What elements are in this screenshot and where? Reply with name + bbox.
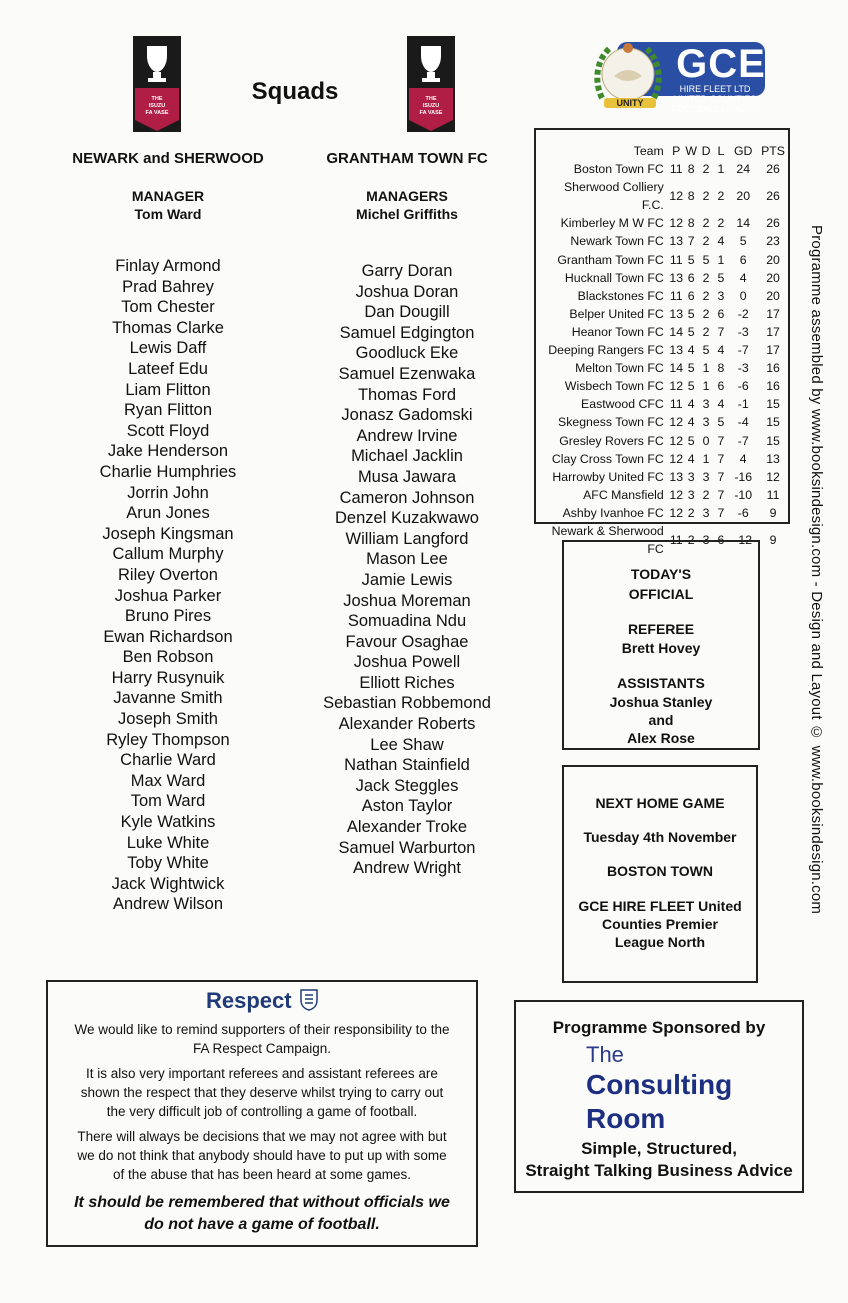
player-name: Lee Shaw [370,735,444,754]
stat-cell: 17 [766,343,780,358]
stat-cell: 7 [687,234,695,249]
stat-cell: 12 [669,505,684,520]
player-name: Joshua Moreman [343,591,471,610]
officials-box [562,540,760,750]
stat-cell: 5 [687,324,695,339]
respect-box [46,980,478,1247]
player-name: Jack Steggles [355,776,459,795]
stat-cell: 4 [739,270,747,285]
logo-subtitle [660,84,770,114]
stat-cell: 13 [669,234,684,249]
team-name-cell: Skegness Town FC [558,415,664,430]
stat-cell: 12 [669,216,684,231]
stat-cell: 6 [739,252,747,267]
stat-cell: -6 [737,505,749,520]
table-row [539,432,788,450]
stat-cell: 14 [736,216,751,231]
player-name: Garry Doran [361,262,453,280]
stat-cell: -12 [734,533,753,548]
player-name: Dan Dougill [364,303,450,322]
team-name-cell: Grantham Town FC [557,252,664,267]
table-row [539,450,788,468]
table-row [539,287,788,305]
stat-cell: -7 [737,343,749,358]
stat-cell: 5 [687,433,695,448]
stat-cell: 2 [702,270,710,285]
player-name: Nathan Stainfield [344,756,470,775]
respect-p1-line2: FA Respect Campaign. [192,1041,332,1056]
table-row [539,377,788,395]
column-header: W [685,144,697,158]
stat-cell: 2 [717,189,725,204]
stat-cell: 20 [766,270,780,285]
assistant-1: Joshua Stanley [609,694,713,710]
stat-cell: 15 [766,433,780,448]
stat-cell: 12 [669,415,684,430]
player-name: William Langford [345,529,469,548]
next-game-label: NEXT HOME GAME [595,795,725,811]
stat-cell: 24 [736,162,751,177]
stat-cell: 1 [717,162,725,177]
team-name-cell: Boston Town FC [573,162,664,177]
stat-cell: 14 [669,324,684,339]
player-name: Andrew Irvine [356,426,458,445]
stat-cell: 17 [766,324,780,339]
player-name: Denzel Kuzakwawo [335,509,479,528]
stat-cell: 1 [702,451,710,466]
stat-cell: 9 [769,533,777,548]
fa-vase-badge-right [407,36,455,132]
team-name-cell: Harrowby United FC [552,469,664,484]
stat-cell: 5 [702,252,710,267]
column-header: P [672,144,681,158]
stat-cell: 5 [702,343,710,358]
next-game-league-1: GCE HIRE FLEET United [578,898,742,914]
home-team-name: NEWARK and SHERWOOD [72,150,264,167]
respect-title: Respect [205,988,292,1013]
sponsor-tagline-2: Straight Talking Business Advice [525,1161,793,1180]
assistants-label: ASSISTANTS [617,675,705,691]
player-name: Scott Floyd [126,421,210,440]
player-name: Charlie Ward [120,751,216,770]
logo-line2: UNITED COUNTIES [673,94,757,104]
player-name: Luke White [126,833,210,852]
stat-cell: 5 [687,379,695,394]
player-name: Tom Chester [121,298,215,317]
respect-p3-line3: of the abuse that has been heard at some games. [113,1167,411,1182]
player-name: Javanne Smith [113,689,223,708]
stat-cell: 11 [669,533,683,548]
stat-cell: 8 [687,162,695,177]
stat-cell: 12 [669,433,684,448]
league-table [539,142,788,558]
column-header: PTS [761,144,785,158]
stat-cell: 8 [717,361,725,376]
player-name: Riley Overton [118,565,218,584]
stat-cell: 2 [687,533,695,548]
sponsor-the: The [586,1042,624,1067]
player-name: Alexander Troke [346,818,468,837]
stat-cell: 14 [669,361,684,376]
player-name: Mason Lee [366,550,448,569]
stat-cell: 11 [669,288,683,303]
stat-cell: 4 [687,397,695,412]
home-manager-name: Tom Ward [134,206,202,222]
player-name: Jonasz Gadomski [341,406,473,425]
stat-cell: 12 [669,379,684,394]
team-name-cell: Blackstones FC [577,288,664,303]
table-row [539,341,788,359]
team-name-cell: Deeping Rangers FC [548,343,664,358]
next-game-league-2: Counties Premier [602,916,718,932]
column-header: Team [633,144,664,158]
stat-cell: 15 [766,397,780,412]
stat-cell: 7 [717,433,725,448]
player-name: Samuel Warburton [338,838,476,857]
player-name: Joshua Doran [355,282,459,301]
league-table-header [539,142,788,160]
stat-cell: 4 [717,234,725,249]
respect-paragraph-2 [48,1064,476,1121]
team-name-cell: Clay Cross Town FC [551,451,664,466]
player-name: Ryan Flitton [123,401,213,420]
away-team-name: GRANTHAM TOWN FC [326,150,488,167]
league-table-box [534,128,790,557]
respect-p3-line1: There will always be decisions that we may not agree with but [77,1129,447,1144]
respect-p2-line2: shown the respect that they deserve whilst trying to carry out [80,1085,444,1100]
stat-cell: 8 [687,189,695,204]
table-row [539,468,788,486]
player-name: Alexander Roberts [338,715,476,734]
player-name: Cameron Johnson [339,488,475,507]
table-row [539,359,788,377]
stat-cell: -4 [737,415,749,430]
stat-cell: 7 [717,324,725,339]
team-name-cell: Ashby Ivanhoe FC [562,505,664,520]
team-name-cell: AFC Mansfield [583,487,664,502]
stat-cell: 4 [687,451,695,466]
stat-cell: 26 [766,189,780,204]
stat-cell: 20 [766,288,780,303]
stat-cell: 26 [766,216,780,231]
logo-brand: GCE [676,42,766,86]
player-name: Thomas Ford [357,385,457,404]
player-name: Samuel Ezenwaka [338,364,476,383]
player-name: Michael Jacklin [351,447,463,466]
player-name: Andrew Wilson [112,895,224,914]
stat-cell: -3 [737,324,749,339]
sponsor-box [514,1000,804,1193]
team-name-cell: Heanor Town FC [571,324,664,339]
stat-cell: 6 [717,379,725,394]
stat-cell: 4 [739,451,747,466]
stat-cell: -3 [737,361,749,376]
stat-cell: 5 [717,270,725,285]
player-name: Joseph Smith [118,710,218,729]
stat-cell: 5 [687,252,695,267]
player-name: Charlie Humphries [99,462,237,481]
table-row [539,504,788,522]
stat-cell: 16 [766,361,780,376]
page-title: Squads [251,78,339,105]
player-name: Thomas Clarke [112,318,224,337]
stat-cell: 2 [702,189,710,204]
stat-cell: 12 [766,469,780,484]
team-name-cell: Sherwood Colliery F.C. [563,180,664,213]
stat-cell: 15 [766,415,780,430]
stat-cell: 13 [669,343,684,358]
respect-emphasis [48,1192,476,1236]
sponsor-name-1: Consulting [586,1069,733,1100]
table-row [539,486,788,504]
stat-cell: -2 [737,306,749,321]
badge-line3: FA VASE [419,110,443,116]
next-game-date: Tuesday 4th November [583,829,737,845]
badge-line1: THE [151,96,163,102]
team-name-cell: Belper United FC [569,306,664,321]
team-name-cell: Kimberley M W FC [560,216,664,231]
table-row [539,413,788,431]
stat-cell: 1 [702,361,710,376]
stat-cell: 2 [702,234,710,249]
stat-cell: 11 [669,162,683,177]
referee-name: Brett Hovey [621,640,701,656]
column-header: GD [733,144,753,158]
player-name: Favour Osaghae [345,632,469,651]
logo-ribbon: UNITY [604,98,656,108]
stat-cell: 6 [717,533,725,548]
stat-cell: -7 [737,433,749,448]
player-name: Jake Henderson [107,442,229,461]
player-name: Ben Robson [122,648,214,667]
stat-cell: 3 [687,469,695,484]
stat-cell: 11 [669,397,683,412]
respect-paragraph-1 [48,1020,476,1058]
fa-crest-icon [300,989,318,1011]
stat-cell: -6 [737,379,749,394]
sponsor-heading: Programme Sponsored by [552,1018,766,1037]
badge-line2: ISUZU [148,103,166,109]
player-name: Jorrin John [127,483,209,502]
player-name: Sebastian Robbemond [323,694,491,713]
column-header: D [701,144,711,158]
player-name: Arun Jones [126,504,210,523]
stat-cell: 3 [702,415,710,430]
stat-cell: 23 [766,234,780,249]
stat-cell: 13 [669,306,684,321]
player-name: Aston Taylor [361,797,453,816]
stat-cell: 12 [669,487,684,502]
home-manager-label: MANAGER [131,188,205,204]
stat-cell: 1 [702,379,710,394]
stat-cell: 2 [717,216,725,231]
stat-cell: 7 [717,505,725,520]
stat-cell: 3 [717,288,725,303]
table-row [539,305,788,323]
away-manager-name: Michel Griffiths [356,206,458,222]
stat-cell: 1 [717,252,725,267]
stat-cell: 11 [766,487,780,502]
stat-cell: 13 [766,451,780,466]
design-credit: Programme assembled by www.booksindesign.com - Design and Layout © www.booksindesign.com [808,225,825,915]
team-name-cell: Eastwood CFC [581,397,664,412]
stat-cell: 4 [717,397,725,412]
player-name: Joshua Powell [353,653,461,672]
player-name: Samuel Edgington [339,323,475,342]
player-name: Prad Bahrey [122,277,214,296]
respect-em-line1: It should be remembered that without officials we [74,1194,450,1211]
player-name: Elliott Riches [359,673,455,692]
stat-cell: 11 [669,252,683,267]
table-row [539,160,788,178]
player-name: Joshua Parker [114,586,222,605]
stat-cell: 2 [702,487,710,502]
stat-cell: 2 [702,306,710,321]
player-name: Callum Murphy [112,545,224,564]
player-name: Andrew Wright [353,859,461,878]
stat-cell: -1 [737,397,749,412]
stat-cell: 2 [702,288,710,303]
table-row [539,269,788,287]
respect-p1-line1: We would like to remind supporters of their responsibility to the [74,1022,450,1037]
player-name: Kyle Watkins [120,813,216,832]
badge-line1: THE [425,96,437,102]
badge-line3: FA VASE [145,110,169,116]
home-player-list [70,256,266,915]
respect-paragraph-3 [48,1127,476,1184]
assistant-2: Alex Rose [627,730,695,746]
stat-cell: 5 [687,361,695,376]
team-name-cell: Newark Town FC [570,234,664,249]
table-row [539,251,788,269]
respect-em-line2: do not have a game of football. [144,1216,380,1233]
sponsor-logo [586,1042,802,1136]
table-row [539,214,788,232]
player-name: Goodluck Eke [355,344,459,363]
next-game-league-3: League North [614,934,706,950]
stat-cell: 8 [687,216,695,231]
stat-cell: 17 [766,306,780,321]
stat-cell: 26 [766,162,780,177]
stat-cell: 6 [687,270,695,285]
logo-line3: FOOTBALL LEAGUE [672,104,758,114]
stat-cell: -10 [734,487,753,502]
stat-cell: 5 [739,234,747,249]
team-name-cell: Wisbech Town FC [564,379,664,394]
player-name: Lewis Daff [129,339,207,358]
stat-cell: 7 [717,451,725,466]
stat-cell: 3 [687,487,695,502]
fa-vase-badge-left [133,36,181,132]
team-name-cell: Hucknall Town FC [564,270,664,285]
player-name: Harry Rusynuik [111,668,225,687]
away-manager-label: MANAGERS [366,188,448,204]
logo-line1: HIRE FLEET LTD [679,84,751,94]
sponsor-name-2: Room [586,1103,666,1134]
player-name: Musa Jawara [357,467,457,486]
stat-cell: 7 [717,469,725,484]
player-name: Finlay Armond [115,257,221,275]
stat-cell: 9 [769,505,777,520]
away-player-list [310,261,504,879]
respect-heading [48,988,476,1014]
team-name-cell: Melton Town FC [575,361,664,376]
player-name: Jamie Lewis [361,570,453,589]
stat-cell: 0 [739,288,747,303]
player-name: Somuadina Ndu [347,612,467,631]
stat-cell: 2 [702,216,710,231]
stat-cell: 20 [766,252,780,267]
table-row [539,178,788,214]
officials-title2: OFFICIAL [628,586,694,602]
player-name: Joseph Kingsman [102,524,234,543]
table-row [539,323,788,341]
stat-cell: 2 [702,162,710,177]
officials-title1: TODAY'S [630,566,692,582]
respect-p2-line1: It is also very important referees and assistant referees are [86,1066,438,1081]
stat-cell: 3 [702,533,710,548]
column-header: L [717,144,725,158]
player-name: Ryley Thompson [106,730,230,749]
stat-cell: 16 [766,379,780,394]
stat-cell: 13 [669,270,684,285]
stat-cell: 12 [669,189,684,204]
player-name: Jack Wightwick [111,874,225,893]
stat-cell: 3 [702,397,710,412]
stat-cell: 4 [717,343,725,358]
stat-cell: 6 [687,288,695,303]
player-name: Ewan Richardson [103,627,233,646]
player-name: Lateef Edu [128,359,208,378]
stat-cell: 6 [717,306,725,321]
stat-cell: 7 [717,487,725,502]
player-name: Liam Flitton [125,380,211,399]
team-name-cell: Gresley Rovers FC [559,433,664,448]
sponsor-tagline-1: Simple, Structured, [581,1139,737,1158]
table-row [539,232,788,250]
respect-p2-line3: the very difficult job of controlling a game of football. [106,1104,418,1119]
stat-cell: -16 [734,469,753,484]
stat-cell: 13 [669,469,684,484]
badge-line2: ISUZU [422,103,440,109]
stat-cell: 2 [687,505,695,520]
player-name: Bruno Pires [124,607,212,626]
assistant-and: and [648,712,674,728]
player-name: Max Ward [130,771,206,790]
next-game-box [562,765,758,983]
stat-cell: 5 [687,306,695,321]
next-game-opponent: BOSTON TOWN [606,863,714,879]
stat-cell: 4 [687,415,695,430]
referee-label: REFEREE [627,621,695,637]
stat-cell: 12 [669,451,684,466]
stat-cell: 20 [736,189,751,204]
respect-p3-line2: we do not think that anybody should have to put up with some [77,1148,447,1163]
player-name: Tom Ward [130,792,206,811]
stat-cell: 3 [702,505,710,520]
stat-cell: 3 [702,469,710,484]
table-row [539,395,788,413]
stat-cell: 0 [702,433,710,448]
stat-cell: 4 [687,343,695,358]
team-name-cell: Newark & Sherwood FC [551,523,664,557]
stat-cell: 5 [717,415,725,430]
stat-cell: 2 [702,324,710,339]
player-name: Toby White [127,854,209,873]
